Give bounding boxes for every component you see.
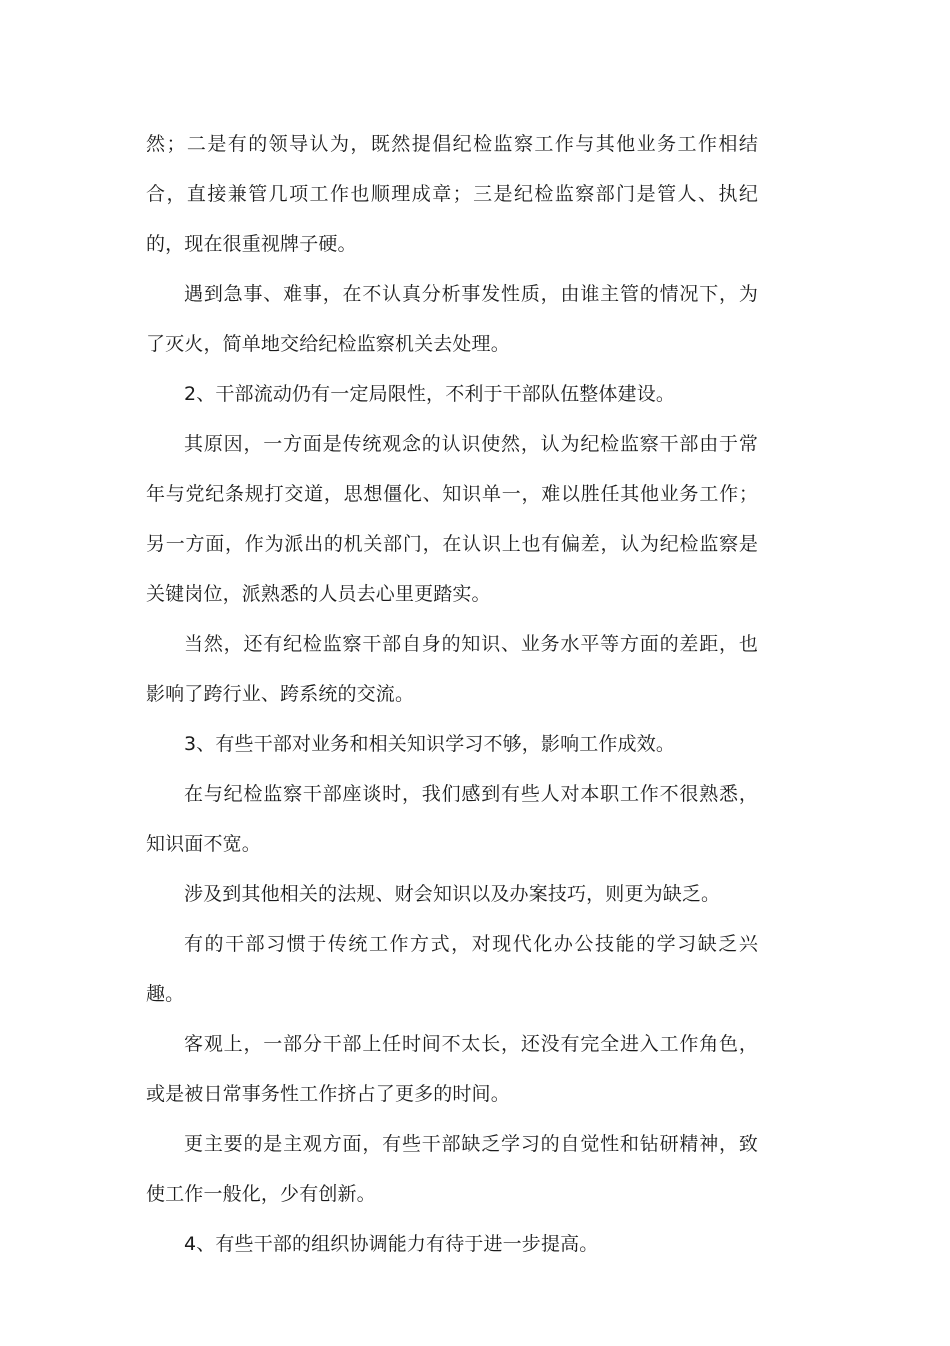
paragraph: 遇到急事、难事，在不认真分析事发性质，由谁主管的情况下，为了灭火，简单地交给纪检监察机关去处理。 [146, 283, 758, 355]
paragraph: 涉及到其他相关的法规、财会知识以及办案技巧，则更为缺乏。 [184, 883, 721, 905]
paragraph: 有的干部习惯于传统工作方式，对现代化办公技能的学习缺乏兴趣。 [146, 933, 758, 1005]
section-heading-4: 4、有些干部的组织协调能力有待于进一步提高。 [184, 1233, 599, 1255]
section-heading-3: 3、有些干部对业务和相关知识学习不够，影响工作成效。 [184, 733, 675, 755]
document-page [146, 119, 758, 1269]
paragraph: 在与纪检监察干部座谈时，我们感到有些人对本职工作不很熟悉，知识面不宽。 [146, 783, 758, 855]
paragraph: 当然，还有纪检监察干部自身的知识、业务水平等方面的差距，也影响了跨行业、跨系统的交流。 [146, 633, 758, 705]
paragraph: 更主要的是主观方面，有些干部缺乏学习的自觉性和钻研精神，致使工作一般化，少有创新。 [146, 1133, 758, 1205]
paragraph: 客观上，一部分干部上任时间不太长，还没有完全进入工作角色，或是被日常事务性工作挤占了更多的时间。 [146, 1033, 758, 1105]
paragraph: 其原因，一方面是传统观念的认识使然，认为纪检监察干部由于常年与党纪条规打交道，思想僵化、知识单一，难以胜任其他业务工作；另一方面，作为派出的机关部门，在认识上也有偏差，认为纪检监察是关键岗位，派熟悉的人员去心里更踏实。 [146, 433, 758, 605]
paragraph-continuation: 然；二是有的领导认为，既然提倡纪检监察工作与其他业务工作相结合，直接兼管几项工作也顺理成章；三是纪检监察部门是管人、执纪的，现在很重视牌子硬。 [146, 133, 758, 255]
section-heading-2: 2、干部流动仍有一定局限性，不利于干部队伍整体建设。 [184, 383, 675, 405]
